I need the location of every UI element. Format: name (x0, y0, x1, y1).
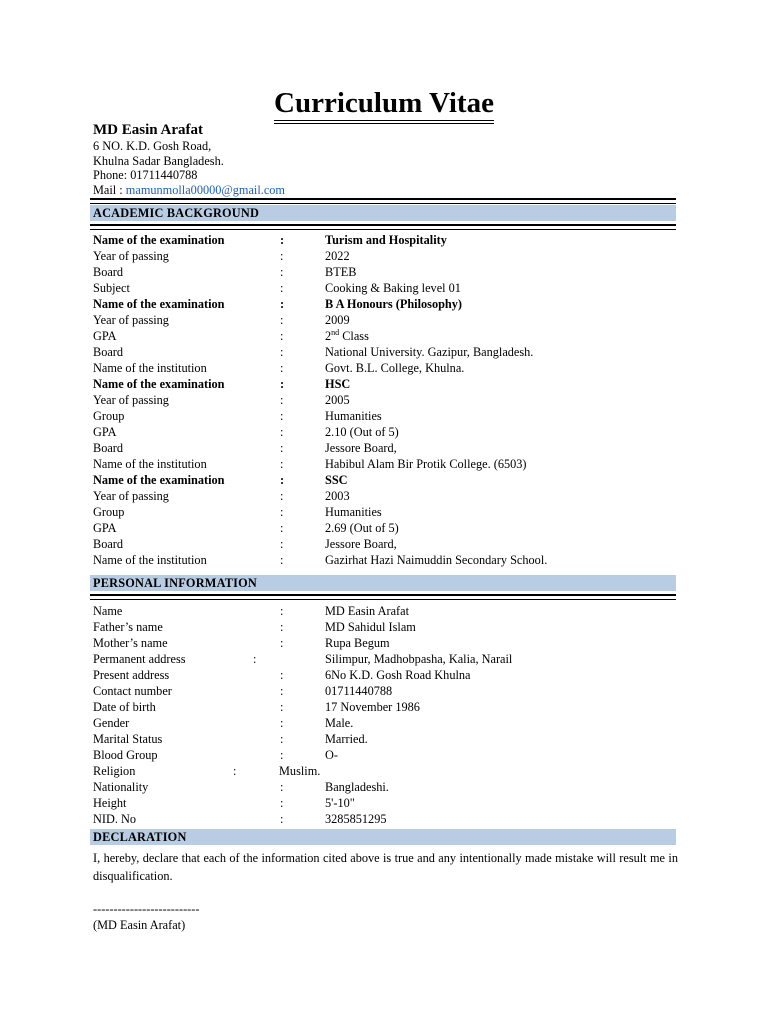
academic-row-value-text: 2.10 (Out of 5) (325, 425, 399, 439)
academic-row-value-suffix: Class (339, 329, 369, 343)
candidate-name: MD Easin Arafat (93, 122, 203, 138)
academic-row-value (325, 312, 350, 328)
personal-row-value (325, 779, 389, 795)
academic-row-value-text: SSC (325, 473, 348, 487)
personal-row-label: Height (93, 796, 127, 810)
academic-row (93, 296, 678, 312)
personal-row-colon: : (280, 780, 284, 794)
divider-rule (90, 198, 676, 204)
personal-row-value (279, 763, 320, 779)
personal-row-value-text: Bangladeshi. (325, 780, 389, 794)
academic-row-value-text: 2009 (325, 313, 350, 327)
academic-row-value (325, 552, 547, 568)
divider-rule (90, 594, 676, 600)
personal-row-value (325, 747, 338, 763)
personal-row-colon: : (280, 668, 284, 682)
academic-row-value-text: Humanities (325, 505, 382, 519)
academic-row-label: GPA (93, 329, 117, 343)
academic-row (93, 504, 678, 520)
academic-row-colon: : (280, 265, 284, 279)
academic-row-label: Year of passing (93, 249, 169, 263)
personal-row-value-text: MD Easin Arafat (325, 604, 410, 618)
section-personal-heading: PERSONAL INFORMATION (90, 575, 676, 591)
academic-row (93, 488, 678, 504)
personal-row-label: NID. No (93, 812, 137, 826)
academic-row-colon: : (280, 393, 284, 407)
personal-row (93, 667, 678, 683)
academic-table (93, 232, 678, 568)
personal-row-value-text: Rupa Begum (325, 636, 390, 650)
personal-row (93, 811, 678, 827)
academic-row-value-text: 2003 (325, 489, 350, 503)
personal-row-label: Present address (93, 668, 170, 682)
academic-row-colon: : (280, 377, 285, 391)
personal-row-value (325, 715, 353, 731)
academic-row-label: GPA (93, 521, 117, 535)
academic-row-label: Name of the examination (93, 297, 225, 311)
personal-row-label: Father’s name (93, 620, 163, 634)
academic-row-colon: : (280, 441, 284, 455)
title-text: Curriculum Vitae (274, 86, 494, 124)
academic-row (93, 280, 678, 296)
academic-row (93, 552, 678, 568)
personal-row-value (325, 635, 390, 651)
academic-row-value (325, 408, 382, 424)
personal-row-label: Mother’s name (93, 636, 168, 650)
academic-row-colon: : (280, 537, 284, 551)
academic-row-value (325, 248, 350, 264)
academic-row-label: Name of the institution (93, 361, 207, 375)
academic-row (93, 392, 678, 408)
academic-row-label: Name of the institution (93, 457, 207, 471)
academic-row-value (325, 472, 348, 488)
academic-row-value-text: Turism and Hospitality (325, 233, 447, 247)
personal-row (93, 683, 678, 699)
academic-row-value-text: B A Honours (Philosophy) (325, 297, 463, 311)
signature-line: -------------------------- (93, 902, 200, 916)
personal-row-colon: : (280, 700, 284, 714)
address-line-2: Khulna Sadar Bangladesh. (93, 153, 224, 168)
phone-line: Phone: 01711440788 (93, 168, 198, 182)
personal-row-value-text: O- (325, 748, 338, 762)
academic-row-colon: : (280, 409, 284, 423)
academic-row-value (325, 456, 527, 472)
academic-row-label: Group (93, 505, 125, 519)
academic-row-label: Board (93, 537, 124, 551)
academic-row-value (325, 328, 369, 344)
personal-row (93, 651, 678, 667)
academic-row-value (325, 488, 350, 504)
personal-row-colon: : (280, 748, 284, 762)
section-academic-heading: ACADEMIC BACKGROUND (90, 205, 676, 221)
contact-block (93, 122, 285, 197)
personal-row (93, 779, 678, 795)
academic-row-label: Name of the institution (93, 553, 207, 567)
academic-row-colon: : (280, 313, 284, 327)
academic-row-label: Board (93, 265, 124, 279)
personal-row-value (325, 795, 355, 811)
academic-row-value-text: 2022 (325, 249, 350, 263)
academic-row-colon: : (280, 457, 284, 471)
personal-row-value (325, 651, 512, 667)
academic-row-colon: : (280, 425, 284, 439)
academic-row-value (325, 264, 356, 280)
personal-row-colon: : (233, 764, 237, 778)
personal-row-value-text: 01711440788 (325, 684, 393, 698)
academic-row-colon: : (280, 361, 284, 375)
personal-row-label: Date of birth (93, 700, 156, 714)
academic-row-value-text: Habibul Alam Bir Protik College. (6503) (325, 457, 527, 471)
personal-row-value-text: 17 November 1986 (325, 700, 420, 714)
personal-row-colon: : (280, 796, 284, 810)
academic-row-value (325, 424, 399, 440)
academic-row (93, 264, 678, 280)
personal-row (93, 731, 678, 747)
academic-row (93, 536, 678, 552)
academic-row-colon: : (280, 329, 284, 343)
academic-row-colon: : (280, 297, 285, 311)
personal-row-label: Name (93, 604, 123, 618)
academic-row (93, 344, 678, 360)
personal-row-value (325, 731, 368, 747)
academic-row-value-text: Jessore Board, (325, 537, 397, 551)
academic-row-label: Year of passing (93, 489, 169, 503)
academic-row-label: Name of the examination (93, 377, 225, 391)
personal-row-colon: : (280, 636, 284, 650)
document-title (0, 86, 768, 124)
personal-row-colon: : (280, 812, 284, 826)
academic-row-value-text: Jessore Board, (325, 441, 397, 455)
academic-row-colon: : (280, 345, 284, 359)
divider-rule (90, 224, 676, 230)
personal-row-colon: : (280, 620, 284, 634)
personal-row (93, 747, 678, 763)
declaration-text: I, hereby, declare that each of the information cited above is true and any intentionally made mistake will result me in disqualification. (93, 851, 678, 883)
mail-line (93, 183, 285, 198)
personal-row-value (325, 603, 409, 619)
personal-row-value-text: Silimpur, Madhobpasha, Kalia, Narail (325, 652, 513, 666)
academic-row-colon: : (280, 473, 285, 487)
personal-row (93, 715, 678, 731)
academic-row-label: Year of passing (93, 393, 169, 407)
academic-row (93, 472, 678, 488)
personal-row-value-text: 3285851295 (325, 812, 387, 826)
academic-row-value-text: 2.69 (Out of 5) (325, 521, 399, 535)
personal-row (93, 603, 678, 619)
academic-row-label: Board (93, 441, 124, 455)
personal-row-value-text: MD Sahidul Islam (325, 620, 416, 634)
academic-row (93, 520, 678, 536)
academic-row-label: GPA (93, 425, 117, 439)
personal-row-colon: : (280, 604, 284, 618)
personal-row-label: Religion (93, 764, 136, 778)
academic-row (93, 408, 678, 424)
academic-row (93, 248, 678, 264)
personal-row-colon: : (280, 716, 284, 730)
academic-row-label: Name of the examination (93, 473, 225, 487)
academic-row-value (325, 360, 464, 376)
personal-row-value (325, 683, 392, 699)
personal-row (93, 763, 678, 779)
academic-row-value-text: Cooking & Baking level 01 (325, 281, 461, 295)
personal-row-label: Nationality (93, 780, 149, 794)
personal-row-value (325, 699, 420, 715)
personal-row-colon: : (280, 732, 284, 746)
academic-row-label: Subject (93, 281, 130, 295)
academic-row-label: Year of passing (93, 313, 169, 327)
academic-row-value-text: 2 (325, 329, 332, 343)
academic-row-value-text: Humanities (325, 409, 382, 423)
personal-row-label: Blood Group (93, 748, 158, 762)
academic-row-value-text: Govt. B.L. College, Khulna. (325, 361, 465, 375)
personal-row-label: Gender (93, 716, 130, 730)
academic-row-value (325, 440, 397, 456)
academic-row-colon: : (280, 281, 284, 295)
email-link[interactable]: mamunmolla00000@gmail.com (125, 182, 286, 197)
address-line-1: 6 NO. K.D. Gosh Road, (93, 139, 212, 153)
academic-row-value (325, 344, 533, 360)
academic-row-value-text: HSC (325, 377, 351, 391)
academic-row-label: Name of the examination (93, 233, 225, 247)
academic-row-label: Board (93, 345, 124, 359)
personal-row-label: Marital Status (93, 732, 163, 746)
academic-row (93, 440, 678, 456)
academic-row (93, 328, 678, 344)
personal-row-colon: : (253, 652, 257, 666)
personal-row-value-text: Muslim. (279, 764, 321, 778)
personal-row (93, 635, 678, 651)
academic-row-value-text: Gazirhat Hazi Naimuddin Secondary School. (325, 553, 548, 567)
personal-row (93, 795, 678, 811)
academic-row-value (325, 536, 397, 552)
personal-row-value (325, 667, 471, 683)
academic-row-value (325, 520, 399, 536)
academic-row-value-sup: nd (331, 327, 340, 337)
academic-row-colon: : (280, 553, 284, 567)
academic-row-value-text: BTEB (325, 265, 357, 279)
academic-row-value (325, 504, 382, 520)
academic-row-value (325, 280, 461, 296)
academic-row-label: Group (93, 409, 125, 423)
academic-row (93, 360, 678, 376)
personal-row-value (325, 811, 386, 827)
academic-row-colon: : (280, 233, 285, 247)
personal-row-value-text: 6No K.D. Gosh Road Khulna (325, 668, 471, 682)
academic-row-colon: : (280, 505, 284, 519)
academic-row-colon: : (280, 521, 284, 535)
personal-row-label: Permanent address (93, 652, 186, 666)
personal-row-value-text: 5'-10" (325, 796, 355, 810)
academic-row (93, 232, 678, 248)
academic-row-value-text: 2005 (325, 393, 350, 407)
academic-row-colon: : (280, 249, 284, 263)
academic-row-colon: : (280, 489, 284, 503)
academic-row (93, 424, 678, 440)
personal-row-value-text: Married. (325, 732, 368, 746)
academic-row-value (325, 392, 350, 408)
academic-row (93, 376, 678, 392)
academic-row-value (325, 296, 462, 312)
signature-name: (MD Easin Arafat) (93, 918, 186, 932)
mail-label: Mail : (93, 182, 126, 197)
academic-row (93, 312, 678, 328)
personal-row-value-text: Male. (325, 716, 354, 730)
academic-row (93, 456, 678, 472)
academic-row-value (325, 232, 447, 248)
academic-row-value (325, 376, 350, 392)
personal-table (93, 603, 678, 827)
academic-row-value-text: National University. Gazipur, Bangladesh. (325, 345, 534, 359)
personal-row-label: Contact number (93, 684, 172, 698)
personal-row (93, 619, 678, 635)
personal-row (93, 699, 678, 715)
personal-row-colon: : (280, 684, 284, 698)
section-declaration-heading: DECLARATION (90, 829, 676, 845)
personal-row-value (325, 619, 416, 635)
